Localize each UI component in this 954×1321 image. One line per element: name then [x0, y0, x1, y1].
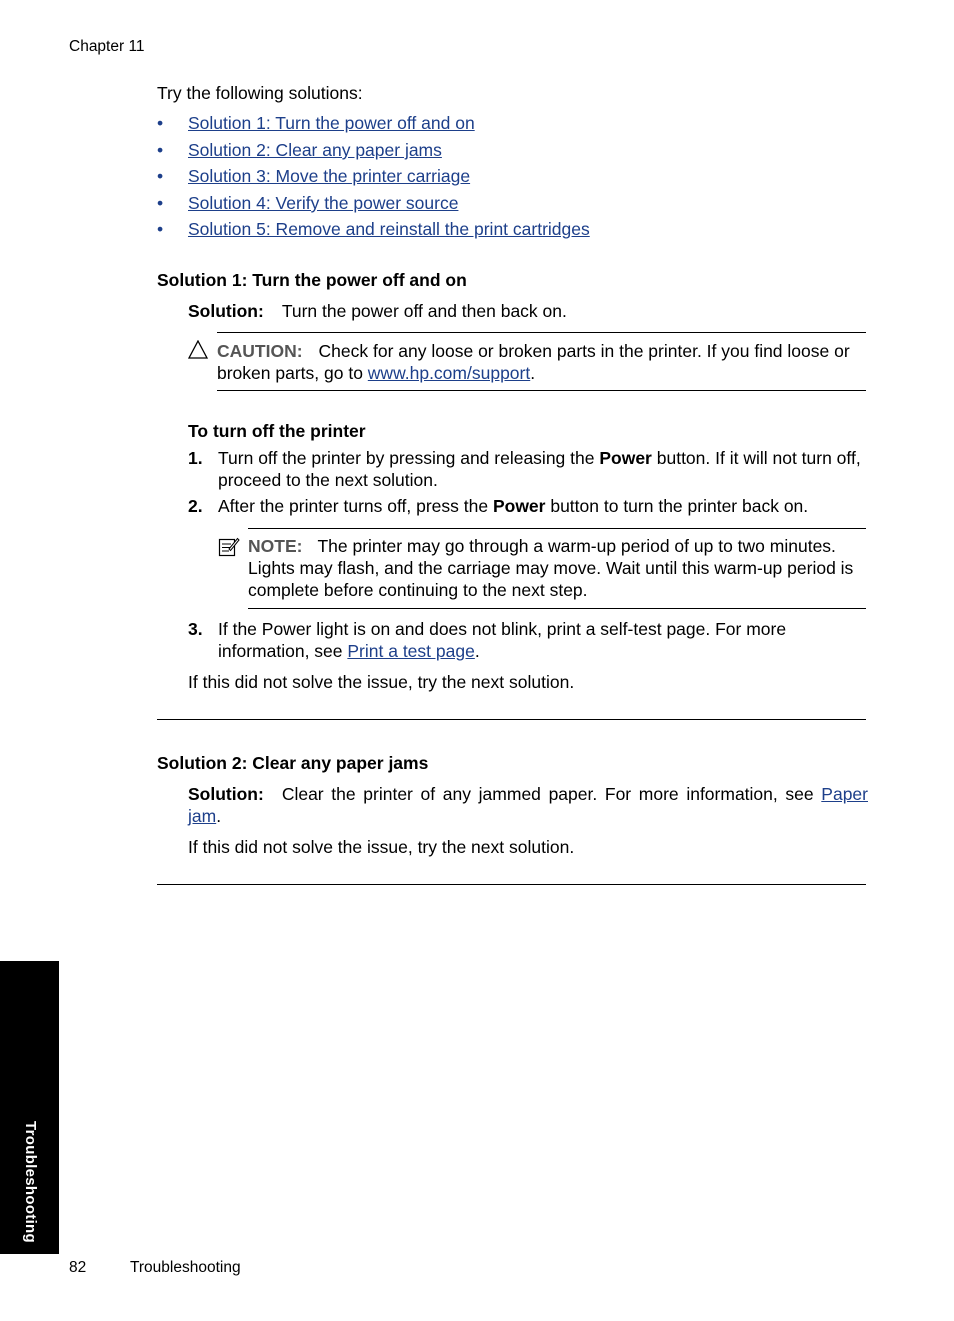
solution-link-3[interactable]: Solution 3: Move the printer carriage	[188, 166, 471, 186]
note-pad-icon	[218, 536, 240, 557]
bullet: •	[157, 166, 164, 186]
step-number: 3.	[188, 619, 203, 639]
step-1	[218, 447, 868, 491]
power-word: Power	[599, 448, 652, 468]
bullet: •	[157, 219, 164, 239]
bullet: •	[157, 193, 164, 213]
solution2-closing: If this did not solve the issue, try the next solution.	[188, 837, 575, 857]
note-top-rule	[248, 528, 866, 529]
step-number: 2.	[188, 496, 203, 516]
step-text: If the Power light is on and does not blink, print a self-test page. For more information, see	[218, 619, 787, 661]
intro-text: Try the following solutions:	[157, 83, 363, 103]
paper-jam-link[interactable]: Paper jam	[188, 784, 868, 826]
solution2-text: Clear the printer of any jammed paper. For more information, see	[281, 784, 822, 804]
chapter-label: Chapter 11	[69, 38, 145, 55]
caution-text: Check for any loose or broken parts in the printer. If you find loose or broken parts, go to	[217, 341, 850, 383]
hp-support-link[interactable]: www.hp.com/support	[367, 363, 531, 383]
solution-link-4[interactable]: Solution 4: Verify the power source	[188, 193, 459, 213]
footer-section: Troubleshooting	[130, 1259, 241, 1276]
solution2-body	[188, 783, 868, 827]
step-text: .	[474, 641, 480, 661]
step-text: button to turn the printer back on.	[545, 496, 809, 516]
bullet: •	[157, 140, 164, 160]
solution2-period: .	[216, 806, 222, 826]
solution2-heading: Solution 2: Clear any paper jams	[157, 753, 429, 773]
step-3	[218, 618, 868, 662]
power-word: Power	[492, 496, 546, 516]
caution-period: .	[530, 363, 536, 383]
page-number: 82	[69, 1259, 87, 1276]
step-number: 1.	[188, 448, 203, 468]
solution1-closing: If this did not solve the issue, try the next solution.	[188, 672, 575, 692]
caution-label: CAUTION:	[217, 341, 303, 361]
solution-link-5[interactable]: Solution 5: Remove and reinstall the print cartridges	[188, 219, 590, 239]
note-text: The printer may go through a warm-up period of up to two minutes. Lights may flash, and the carriage may move. Wait until this warm-up period is complete before continuing to the next step.	[248, 536, 854, 600]
solution1-heading: Solution 1: Turn the power off and on	[157, 270, 467, 290]
step-text: button. If it will not turn off, proceed to the next solution.	[218, 448, 861, 490]
side-tab-label: Troubleshooting	[22, 1121, 39, 1243]
section-divider	[157, 719, 866, 720]
solution1-body	[188, 300, 567, 322]
section-divider	[157, 884, 866, 885]
note-bottom-rule	[248, 608, 866, 609]
solution1-text: Turn the power off and then back on.	[281, 301, 567, 321]
caution-top-rule	[217, 332, 866, 333]
solution-link-2[interactable]: Solution 2: Clear any paper jams	[188, 140, 442, 160]
print-test-page-link[interactable]: Print a test page	[347, 641, 475, 661]
step-text: After the printer turns off, press the	[218, 496, 493, 516]
solution-label: Solution:	[188, 301, 264, 321]
step-text: Turn off the printer by pressing and releasing the	[218, 448, 600, 468]
note-label: NOTE:	[248, 536, 303, 556]
caution-bottom-rule	[217, 390, 866, 391]
step-2	[218, 495, 868, 517]
caution-block	[217, 340, 867, 384]
procedure-heading: To turn off the printer	[188, 421, 366, 441]
bullet: •	[157, 113, 164, 133]
solution-link-1[interactable]: Solution 1: Turn the power off and on	[188, 113, 475, 133]
note-block	[248, 535, 868, 601]
caution-triangle-icon	[188, 340, 208, 359]
solution-label: Solution:	[188, 784, 264, 804]
